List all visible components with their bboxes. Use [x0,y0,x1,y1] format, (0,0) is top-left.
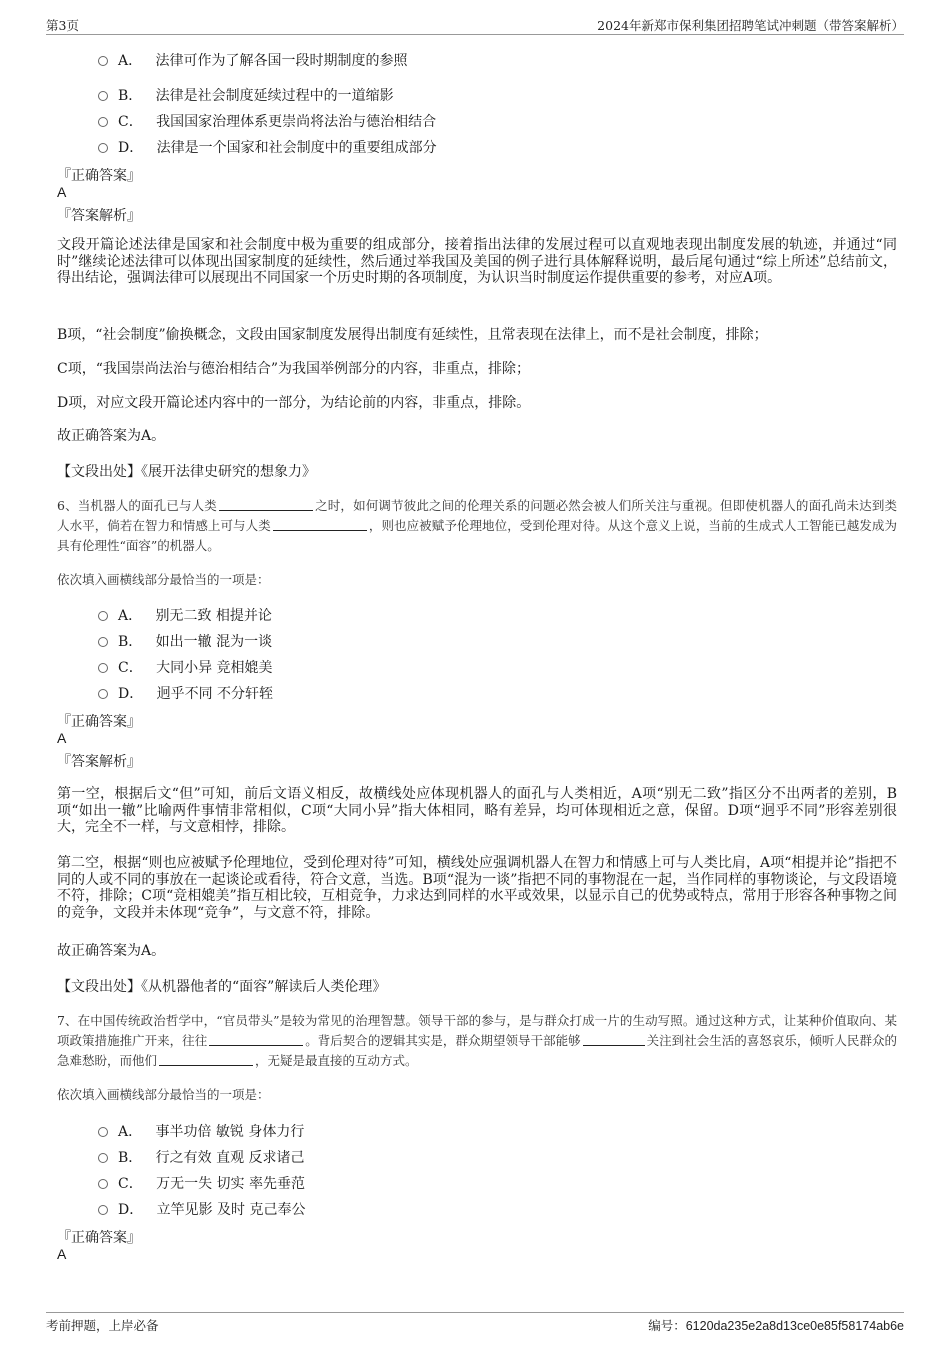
q5-source: 【文段出处】《展开法律史研究的想象力》 [57,464,316,480]
q7-answer-label: 『正确答案』 [57,1230,141,1246]
radio-icon[interactable] [98,143,108,153]
q7-option-c[interactable]: C． 万无一失 切实 率先垂范 [98,1173,305,1193]
q5-option-c[interactable]: C． 我国国家治理体系更崇尚将法治与德治相结合 [98,111,436,131]
radio-icon[interactable] [98,1205,108,1215]
q5-option-a[interactable]: A． 法律可作为了解各国一段时期制度的参照 [98,50,407,70]
q6-source: 【文段出处】《从机器他者的“面容”解读后人类伦理》 [57,979,387,995]
q6-stem: 6、当机器人的面孔已与人类 之时，如何调节彼此之间的伦理关系的问题必然会被人们所关注与重视。但即使机器人的面孔尚未达到类人水平，倘若在智力和情感上可与人类 ，则也应被赋予伦理地位，受到伦理对待。从这个意义上说，当前的生成式人工智能已越发成为具有伦理性“面容”的机器人。 [57,498,897,553]
radio-icon[interactable] [98,663,108,673]
q7-option-b[interactable]: B． 行之有效 直观 反求诸己 [98,1147,305,1167]
q5-answer-label: 『正确答案』 [57,168,141,184]
q5-option-b[interactable]: B． 法律是社会制度延续过程中的一道缩影 [98,85,394,105]
radio-icon[interactable] [98,91,108,101]
page-header [46,16,904,35]
radio-icon[interactable] [98,1127,108,1137]
radio-icon[interactable] [98,689,108,699]
radio-icon[interactable] [98,117,108,127]
q6-blank-2 [273,518,367,531]
q7-blank-3 [159,1053,253,1066]
q5-analysis-para: 文段开篇论述法律是国家和社会制度中极为重要的组成部分，接着指出法律的发展过程可以直观地表现出制度发展的轨迹，并通过“同时”继续论述法律可以体现出国家制度的延续性，然后通过举我国及美国的例子进行具体解释说明，最后尾句通过“综上所述”总结前文，得出结论，强调法律可以展现出不同国家一个历史时期的各项制度，为认识当时制度运作提供重要的参考，对应A项。 [57,237,897,286]
q7-option-d[interactable]: D． 立竿见影 及时 克己奉公 [98,1199,306,1219]
q7-answer: A [57,1246,67,1262]
q6-option-d[interactable]: D． 迥乎不同 不分轩轾 [98,683,273,703]
q5-option-d[interactable]: D． 法律是一个国家和社会制度中的重要组成部分 [98,137,437,157]
q6-option-c[interactable]: C． 大同小异 竞相媲美 [98,657,273,677]
page-number: 第3页 [46,18,79,33]
radio-icon[interactable] [98,637,108,647]
q6-analysis-para: 第二空，根据“则也应被赋予伦理地位，受到伦理对待”可知，横线处应强调机器人在智力和情感上可与人类比肩，A项“相提并论”指把不同的人或不同的事放在一起谈论或看待，符合文意，当选。B项“混为一谈”指把不同的事物混在一起，当作同样的事物谈论，与文段语境不符，排除；C项“竞相媲美”指互相比较，互相竞争，力求达到同样的水平或效果，以显示自己的优势或特点，常用于形容各种事物之间的竞争，文段并未体现“竞争”，与文意不符，排除。 [57,855,897,921]
q7-prompt: 依次填入画横线部分最恰当的一项是： [57,1087,270,1102]
q6-answer-label: 『正确答案』 [57,714,141,730]
radio-icon[interactable] [98,1179,108,1189]
q6-analysis-para: 第一空，根据后文“但”可知，前后文语义相反，故横线处应体现机器人的面孔与人类相近，A项“别无二致”指区分不出两者的差别，B项“如出一辙”比喻两件事情非常相似，C项“大同小异”指大体相同，略有差异，均可体现相近之意，保留。D项“迥乎不同”形容差别很大，完全不一样，与文意相悖，排除。 [57,786,897,835]
q7-option-a[interactable]: A． 事半功倍 敏锐 身体力行 [98,1121,304,1141]
q5-analysis-para: 故正确答案为A。 [57,428,166,444]
q6-answer: A [57,730,67,746]
q7-blank-2 [583,1033,645,1046]
q6-analysis-label: 『答案解析』 [57,754,141,770]
radio-icon[interactable] [98,611,108,621]
q6-analysis-para: 故正确答案为A。 [57,943,166,959]
radio-icon[interactable] [98,1153,108,1163]
document-code: 编号：6120da235e2a8d13ce0e85f58174ab6e [648,1318,904,1333]
q5-analysis-para: C项，“我国崇尚法治与德治相结合”为我国举例部分的内容，非重点，排除； [57,361,531,377]
radio-icon[interactable] [98,56,108,66]
q5-answer: A [57,184,67,200]
page-footer [46,1312,904,1333]
q7-blank-1 [209,1033,303,1046]
document-title: 2024年新郑市保利集团招聘笔试冲刺题（带答案解析） [597,18,904,33]
q5-analysis-label: 『答案解析』 [57,208,141,224]
q5-analysis-para: D项，对应文段开篇论述内容中的一部分，为结论前的内容，非重点，排除。 [57,395,531,411]
q6-blank-1 [219,498,313,511]
q6-option-a[interactable]: A． 别无二致 相提并论 [98,605,272,625]
q7-stem: 7、在中国传统政治哲学中，“官员带头”是较为常见的治理智慧。领导干部的参与，是与群众打成一片的生动写照。通过这种方式，让某种价值取向、某项政策措施推广开来，往往 。背后契合的逻辑其实是，群众期望领导干部能够 关注到社会生活的喜怒哀乐，倾听人民群众的急难愁盼，而他们 ，无疑是最直接的互动方式。 [57,1013,897,1068]
q6-option-b[interactable]: B． 如出一辙 混为一谈 [98,631,272,651]
q5-analysis-para: B项，“社会制度”偷换概念，文段由国家制度发展得出制度有延续性，且常表现在法律上，而不是社会制度，排除； [57,327,768,343]
footer-slogan: 考前押题，上岸必备 [46,1318,159,1333]
q6-prompt: 依次填入画横线部分最恰当的一项是： [57,572,270,587]
